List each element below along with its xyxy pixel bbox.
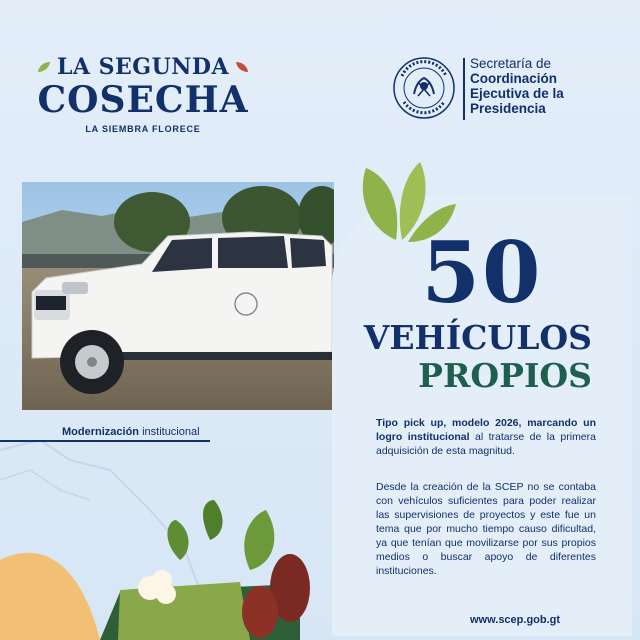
intro-rest: al tratarse de la primera adquisición de esta magnitud. — [376, 431, 596, 457]
cacao-plants-decoration-icon — [0, 500, 340, 640]
green-leaf-icon — [37, 61, 51, 73]
government-line4: Presidencia — [470, 101, 546, 116]
logo-tagline: LA SIEMBRA FLORECE — [85, 124, 201, 134]
government-line3: Ejecutiva de la — [470, 86, 564, 101]
website-url: www.scep.gob.gt — [470, 614, 561, 626]
caption-bold: Modernización — [62, 426, 140, 438]
red-leaf-icon — [235, 61, 249, 73]
photo-caption — [62, 426, 200, 438]
government-line2: Coordinación — [470, 71, 557, 86]
caption-rest: institucional — [139, 426, 200, 438]
header-divider — [463, 58, 465, 120]
guatemala-seal-icon — [392, 56, 456, 120]
government-name — [470, 56, 630, 116]
headline-word2: PROPIOS — [418, 356, 592, 395]
body-paragraph: Desde la creación de la SCEP no se contaba con vehículos suficientes para poder realizar las supervisiones de proyectos y este fue un tema que por mucho tiempo causo dificultad, ya que tenían que movilizarse por sus propios medios o buscar apoyo de diferentes instituciones. — [376, 481, 596, 577]
government-line1: Secretaría de — [470, 56, 552, 71]
la-segunda-cosecha-logo — [28, 54, 258, 134]
intro-bold: Tipo pick up, modelo 2026, marcando un logro institucional — [376, 417, 596, 443]
logo-line1: LA SEGUNDA — [56, 54, 230, 80]
intro-paragraph — [376, 416, 596, 458]
headline-word1: VEHÍCULOS — [363, 318, 592, 357]
pickup-truck-photo — [22, 182, 334, 410]
vehicle-count: 50 — [421, 223, 543, 322]
caption-underline — [0, 440, 210, 442]
logo-line2: COSECHA — [37, 79, 249, 121]
